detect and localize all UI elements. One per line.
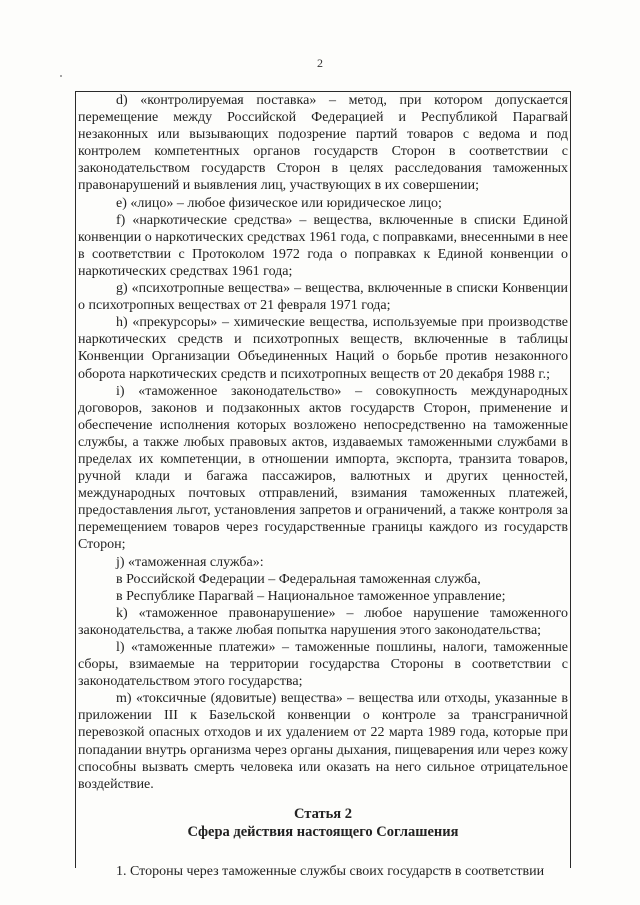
definition-l: l) «таможенные платежи» – таможенные пошлины, налоги, таможенные сборы, взимаемые на территории государства Стороны в соответствии с законодательством этого государства; bbox=[78, 640, 568, 690]
definition-d: d) «контролируемая поставка» – метод, при котором допускается перемещение между Российской Федерацией и Республикой Парагвай незаконных или вызывающих подозрение партий товаров с ведома и под контролем компетентных органов государств Сторон в соответствии с законодательством государств Сторон в целях расследования таможенных правонарушений и выявления лиц, участвующих в их совершении; bbox=[78, 93, 568, 194]
page-number: 2 bbox=[317, 56, 323, 70]
definition-j-paraguay: в Республике Парагвай – Национальное таможенное управление; bbox=[116, 588, 506, 604]
document-body bbox=[78, 92, 568, 880]
definition-i: i) «таможенное законодательство» – совокупность международных договоров, законов и подзаконных актов государств Сторон, применение и обеспечение исполнения которых возложено непосредственно на таможенные службы, а также любых правовых актов, издаваемых таможенными службами в пределах их компетенции, в отношении импорта, экспорта, транзита товаров, ручной клади и багажа пассажиров, валютных и других ценностей, международных почтовых отправлений, взимания таможенных платежей, предоставления льгот, установления запретов и ограничений, а также контроля за перемещением товаров через государственные границы каждого из государств Сторон; bbox=[78, 383, 568, 553]
definition-m: m) «токсичные (ядовитые) вещества» – вещества или отходы, указанные в приложении III к Базельской конвенции о контроле за трансграничной перевозкой опасных отходов и их удалением от 22 марта 1989 года, которые при попадании внутрь организма через органы дыхания, пищеварения или через кожу способны вызвать смерть человека или оказать на него сильное отрицательное воздействие. bbox=[78, 691, 568, 792]
article-number: Статья 2 bbox=[294, 805, 352, 822]
definition-e: e) «лицо» – любое физическое или юридическое лицо; bbox=[116, 195, 442, 211]
definition-g: g) «психотропные вещества» – вещества, включенные в списки Конвенции о психотропных веществах от 21 февраля 1971 года; bbox=[78, 281, 568, 314]
scan-artifact bbox=[60, 75, 62, 77]
definition-f: f) «наркотические средства» – вещества, включенные в списки Единой конвенции о наркотических средствах 1961 года, с поправками, внесенными в нее в соответствии с Протоколом 1972 года о поправках к Единой конвенции о наркотических средствах 1961 года; bbox=[78, 212, 569, 279]
definition-h: h) «прекурсоры» – химические вещества, используемые при производстве наркотических средств и психотропных веществ, включенные в таблицы Конвенции Организации Объединенных Наций о борьбе против незаконного оборота наркотических средств и психотропных веществ от 20 декабря 1988 г.; bbox=[78, 315, 568, 382]
article-title: Сфера действия настоящего Соглашения bbox=[187, 823, 459, 840]
article-paragraph-1: 1. Стороны через таможенные службы своих государств в соответствии bbox=[116, 863, 545, 879]
definition-j: j) «таможенная служба»: bbox=[116, 554, 264, 570]
definition-k: k) «таможенное правонарушение» – любое нарушение таможенного законодательства, а также любая попытка нарушения этого законодательства; bbox=[78, 605, 568, 638]
definition-j-russia: в Российской Федерации – Федеральная таможенная служба, bbox=[116, 571, 481, 587]
